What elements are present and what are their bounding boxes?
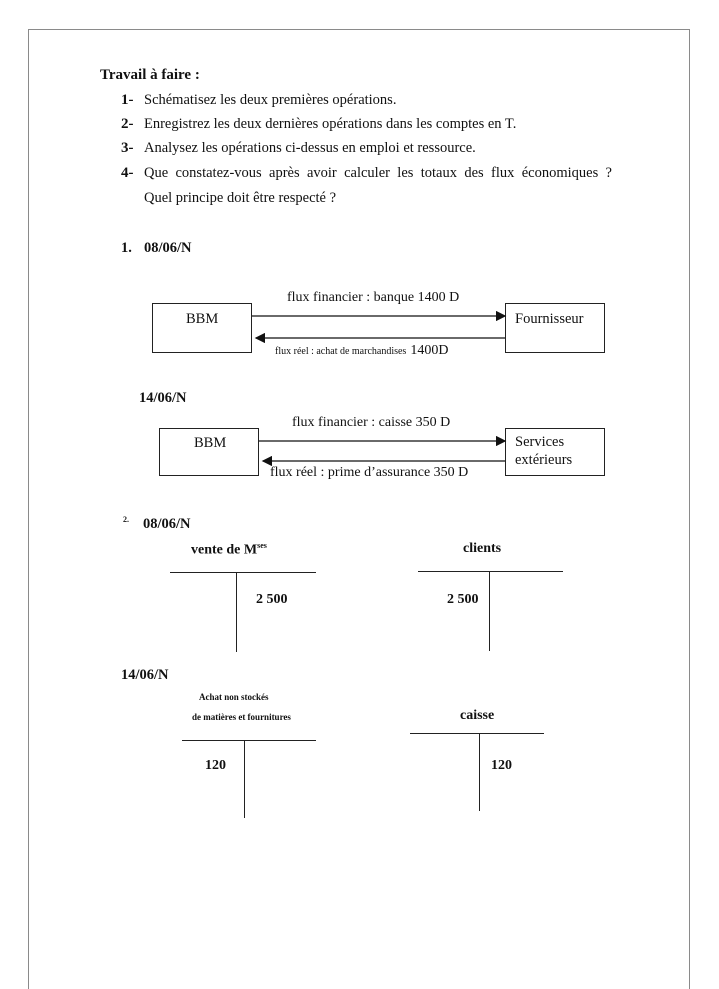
account-caisse-vertical [479,733,480,811]
part2-date-1: 08/06/N [143,516,191,532]
part2-number: 2. [123,515,129,524]
diagram1-fournisseur-label: Fournisseur [515,311,584,327]
part2-date-2: 14/06/N [121,667,169,683]
task-2-text: Enregistrez les deux dernières opérations dans les comptes en T. [144,116,517,132]
account-vente-horizontal [170,572,316,573]
diagram2-bbm-label: BBM [194,435,227,451]
account-vente-credit: 2 500 [256,592,288,607]
task-heading: Travail à faire : [100,67,200,83]
account-clients-horizontal [418,571,563,572]
account-clients-vertical [489,571,490,651]
task-4-number: 4- [121,165,134,181]
diagram2-services-label-1: Services [515,434,565,450]
account-clients-title: clients [463,541,502,556]
task-1-number: 1- [121,92,134,108]
diagram1-financial-flow-label: flux financier : banque 1400 D [287,290,460,305]
part1-date-2: 14/06/N [139,390,187,406]
account-vente-title [191,541,267,559]
diagram1-real-flow-amount: 1400D [410,343,449,358]
task-3-text: Analysez les opérations ci-dessus en emploi et ressource. [144,140,476,156]
account-clients-debit: 2 500 [447,592,479,607]
account-achat-vertical [244,740,245,818]
task-3-number: 3- [121,140,134,156]
task-4-text: Que constatez-vous après avoir calculer les totaux des flux économiques ? [144,165,612,181]
account-achat-title-line1: Achat non stockés [199,692,269,702]
part1-date-1: 08/06/N [144,240,192,256]
account-vente-title-text: vente de M [191,542,258,558]
account-achat-title-line2: de matières et fournitures [192,712,291,722]
diagram1-bbm-label: BBM [186,311,219,327]
part1-number: 1. [121,240,132,256]
task-2-number: 2- [121,116,134,132]
account-achat-horizontal [182,740,316,741]
account-caisse-title: caisse [460,708,495,723]
account-vente-title-sup: ses [257,541,267,550]
diagram2-real-flow-label: flux réel : prime d’assurance 350 D [270,465,469,480]
diagram1-real-flow-text: flux réel : achat de marchandises [275,346,407,357]
account-caisse-horizontal [410,733,544,734]
diagram2-services-label-2: extérieurs [515,452,573,468]
diagram2-financial-flow-label: flux financier : caisse 350 D [292,415,451,430]
task-1-text: Schématisez les deux premières opérations. [144,92,397,108]
task-4-text-line2: Quel principe doit être respecté ? [144,190,337,206]
account-achat-debit: 120 [205,758,226,773]
account-vente-vertical [236,572,237,652]
account-caisse-credit: 120 [491,758,512,773]
